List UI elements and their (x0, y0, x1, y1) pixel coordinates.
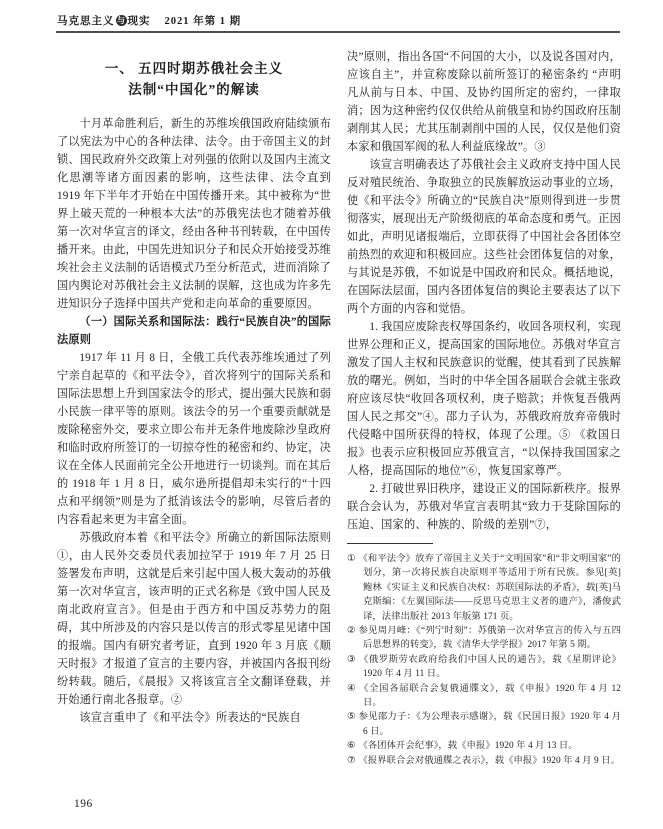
header-divider (56, 31, 620, 33)
paragraph: 该宣言明确表达了苏俄社会主义政府支持中国人民反对殖民统治、争取独立的民族解放运动事业的立场，使《和平法令》所确立的“民族自决”原则得到进一步贯彻落实，展现出无产阶级彻底的革命态度和勇气。正因如此，声明见诸报端后，立即获得了中国社会各团体空前热烈的欢迎和积极回应。这些社会团体复信的对象，与其说是苏俄，不如说是中国政府和民众。概括地说，在国际法层面，国内各团体复信的舆论主要表达了以下两个方面的内容和觉悟。 (347, 159, 621, 315)
footnote-divider (347, 543, 433, 544)
footnote-text: 参见周月峰：《“列宁时刻”：苏俄第一次对华宣言的传入与五四后思想界的转变》，载《清华大学学报》2017 年第 5 期。 (358, 626, 621, 651)
issue-label: 2021 年第 1 期 (164, 16, 242, 27)
paragraph: 2. 打破世界旧秩序，建设正义的国际新秩序。报界联合会认为，苏俄对华宣言表明其“致力于芟除国际的压迫、国家的、种族的、阶级的差别”⑦， (347, 483, 621, 531)
paragraph: 1917 年 11 月 8 日，全俄工兵代表苏维埃通过了列宁亲自起草的《和平法令》，首次将列宁的国际关系和国际法思想上升到国家法令的形式，提出强大民族和弱小民族一律平等的原则。该法令的另一个重要贡献就是废除秘密外交，要求立即公布并无条件地废除沙皇政府和临时政府所签订的一切掠夺性的秘密和约、协定，决议在全体人民面前完全公开地进行一切谈判。而在其后的 1918 年 1 月 8 日，威尔逊所提倡却未实行的“十四点和平纲领”则是为了抵消该法令的影响，尽管后者的内容看起来更为丰富全面。 (57, 352, 331, 526)
left-column (57, 48, 331, 768)
footnote (347, 739, 621, 753)
paragraph: 1. 我国应废除丧权辱国条约，收回各项权利，实现世界公理和正义，提高国家的国际地位。苏俄对华宣言激发了国人主权和民族意识的觉醒，使其看到了民族解放的曙光。例如，当时的中华全国各届联合会就主张政府应该尽快“收回各项权利，庚子赔款；并恢复吾俄两国人民之邦交”④。邵力子认为，苏俄政府放弃帝俄时代侵略中国所获得的特权，体现了公理。⑤ 《救国日报》也表示应积极回应苏俄宣言，“以保持我国国家之人格，提高国际的地位”⑥，恢复国家尊严。 (347, 321, 621, 477)
footnote-text: 《俄罗斯劳农政府给我们中国人民的通告》，载《星期评论》1920 年 4 月 11 日。 (358, 654, 621, 680)
footnote (347, 754, 621, 768)
footnote-marker: ③ (347, 654, 356, 665)
paragraph: 十月革命胜利后，新生的苏维埃俄国政府陆续颁布了以宪法为中心的各种法律、法令。由于帝国主义的封锁、国民政府外交政策上对列强的依附以及国内主流文化思潮等诸方面因素的影响，这些法律、法令直到 1919 年下半年才开始在中国传播开来。其中被称为“世界上破天荒的一种根本大法”的苏俄宪法也才随着苏俄第一次对华宣言的译文，经由各种书刊转载，在中国传播开来。由此，中国先进知识分子和民众开始接受苏维埃社会主义法制的话语模式乃至分析范式，进而消除了国内舆论对苏俄社会主义法制的误解，这也成为许多先进知识分子选择中国共产党和走向革命的重要原因。 (57, 118, 331, 310)
journal-name-left: 马克思主义 (57, 16, 115, 27)
paragraph: 该宣言重申了《和平法令》所表达的“民族自 (79, 712, 301, 724)
footnote (347, 624, 621, 653)
right-column (347, 48, 621, 768)
section-title (57, 58, 331, 100)
footnote-marker: ⑥ (347, 741, 356, 752)
footnote-marker: ⑦ (347, 755, 356, 766)
footnote-marker: ② (347, 626, 356, 637)
paragraph: 苏俄政府本着《和平法令》所确立的新国际法原则①，由人民外交委员代表加拉罕于 1919 年 7 月 25 日签署发布声明，这就是后来引起中国人极大轰动的苏俄第一次对华宣言，该声明的正式名称是《致中国人民及南北政府宣言》。但是由于西方和中国反苏势力的阻碍，其中所涉及的内容只是以传言的形式零星见诸中国的报端。国内有研究者考证，直到 1920 年 3 月底《顺天时报》才报道了宣言的主要内容，并被国内各报刊纷纷转载。随后，《晨报》又将该宣言全文翻译登载，并开始通行南北各报章。② (57, 532, 331, 706)
footnote-text: 参见邵力子：《为公理表示感谢》，载《民国日报》1920 年 4 月 6 日。 (358, 712, 622, 737)
footnote-marker: ④ (347, 683, 357, 694)
subsection-heading: （一）国际关系和国际法：践行“民族自决”的国际法原则 (57, 316, 331, 346)
section-title-line1: 一、 五四时期苏俄社会主义 (104, 61, 284, 76)
running-head (57, 13, 241, 28)
footnote-marker: ⑤ (347, 712, 356, 723)
footnote-text: 《全国各届联合会复俄通牒文》，载《申报》1920 年 4 月 12 日。 (359, 683, 621, 709)
footnote (347, 710, 621, 739)
page-body (57, 48, 621, 768)
section-title-line2: 法制“中国化”的解读 (128, 82, 260, 97)
journal-name-right: 现实 (127, 16, 151, 27)
page-number: 196 (74, 798, 93, 810)
footnote (347, 653, 621, 682)
footnote-text: 《各团体开会纪事》，载《申报》1920 年 4 月 13 日。 (358, 741, 578, 752)
footnote (347, 682, 621, 711)
journal-logo-icon: 与 (117, 16, 125, 25)
paragraph-continuation: 决”原则，指出各国“不问国的大小，以及说各国对内，应该自主”，并宣称废除以前所签订的秘密条约 “声明凡从前与日本、中国、及协约国所定的密约，一律取消；因为这种密约仅仅供给从前俄皇和协约国政府压制剥削其人民；尤其压制剥削中国的人民，仅仅是他们资本家和俄国军阀的私人利益底缘故”。③ (347, 51, 621, 153)
footnote-text: 《和平法令》放弃了帝国主义关于“文明国家”和“非文明国家”的划分，第一次将民族自决原则平等适用于所有民族。参见[英]鲍林《实证主义和民族自决权：苏联国际法的矛盾》，载[英]马克斯编：《左翼国际法——反思马克思主义者的遗产》，潘俊武译，法律出版社 2013 年版第 171 页。 (358, 554, 621, 622)
footnote-marker: ① (347, 554, 356, 564)
footnote-text: 《报界联合会对俄通牒之表示》，载《申报》1920 年 4 月 9 日。 (358, 755, 620, 766)
footnote (347, 552, 621, 624)
